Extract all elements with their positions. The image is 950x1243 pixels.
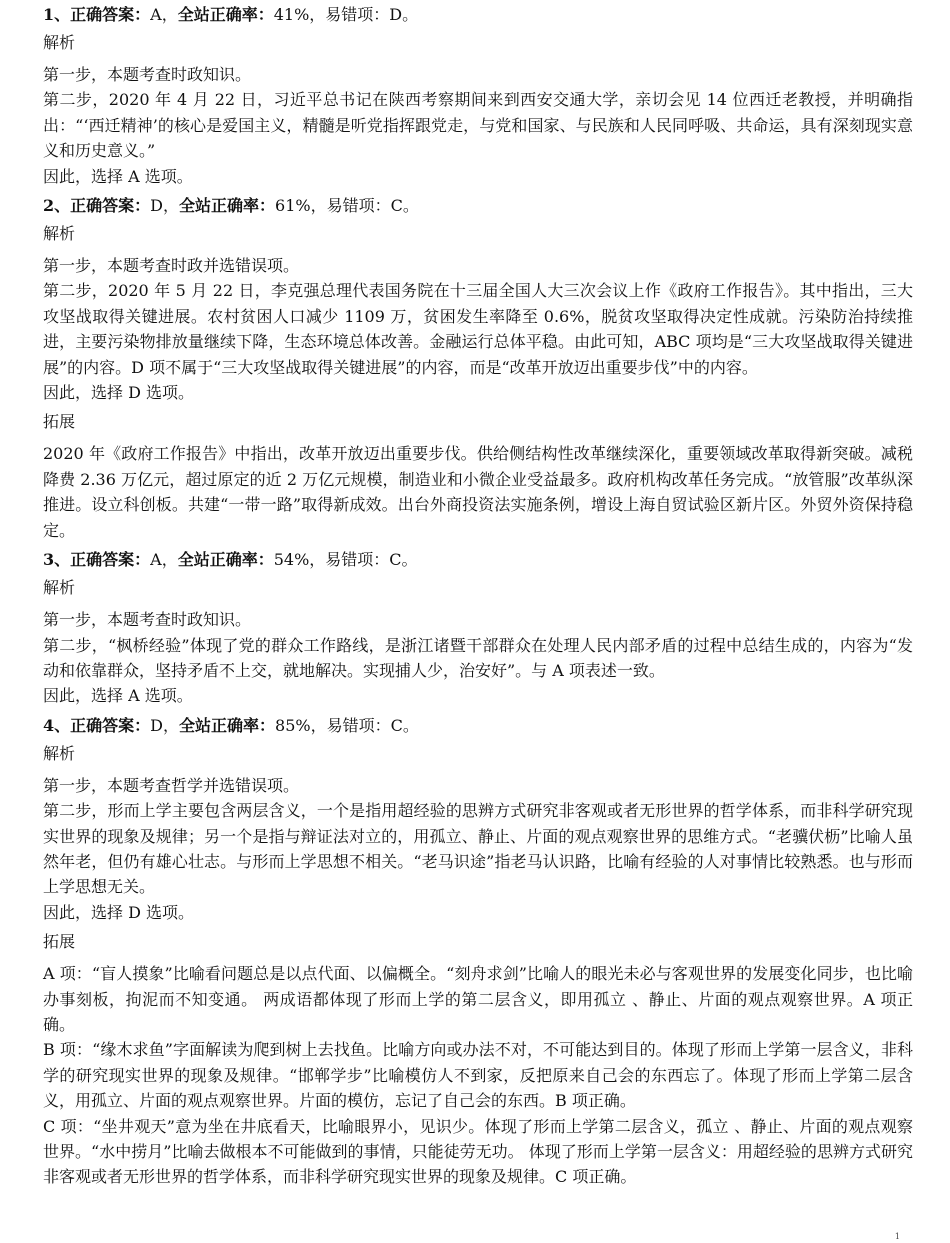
page-number: 1 <box>894 1232 900 1241</box>
question-header <box>43 4 913 26</box>
answer-label: 正确答案： <box>70 715 151 735</box>
rate-label: 全站正确率： <box>179 196 276 216</box>
analysis-label: 解析 <box>43 33 76 52</box>
extension-paragraph: B 项：“缘木求鱼”字面解读为爬到树上去找鱼。比喻方向或办法不对，不可能达到目的。体现了形而上学第一层含义，非科学的研究现实世界的现象及规律。“邯郸学步”比喻模仿人不到家，反把原来自己会的东西忘了。体现了形而上学第二层含义，用孤立、片面的观点观察世界。片面的模仿，忘记了自己会的东西。B 项正确。 <box>43 1040 913 1111</box>
question-block <box>43 195 913 543</box>
rate-value: 61%，易错项：C。 <box>275 196 419 216</box>
extension-label: 拓展 <box>43 932 76 952</box>
question-block <box>43 4 913 189</box>
analysis-paragraph: 第二步，“枫桥经验”体现了党的群众工作路线，是浙江诸暨干部群众在处理人民内部矛盾的过程中总结生成的，内容为“发动和依靠群众，坚持矛盾不上交，就地解决。实现捕人少，治安好”。与 A 项表述一致。 <box>43 635 913 680</box>
question-header <box>43 715 913 737</box>
extension-paragraph: 2020 年《政府工作报告》中指出，改革开放迈出重要步伐。供给侧结构性改革继续深化，重要领域改革取得新突破。减税降费 2.36 万亿元，超过原定的近 2 万亿元规模，制造业和小微企业受益最多。政府机构改革任务完成。“放管服”改革纵深推进。设立科创板。共建“一带一路”取得新成效。出台外商投资法实施条例，增设上海自贸试验区新片区。外贸外资保持稳定。 <box>43 444 913 540</box>
question-block <box>43 715 913 1190</box>
extension-label: 拓展 <box>43 412 76 432</box>
answer-label: 正确答案： <box>70 550 151 570</box>
analysis-label: 解析 <box>43 743 76 763</box>
answer-value: D， <box>150 715 179 735</box>
question-number: 4、 <box>43 715 71 735</box>
answer-value: A， <box>150 5 178 24</box>
analysis-paragraph: 第一步，本题考查时政并选错误项。 <box>43 256 300 276</box>
question-number: 1、 <box>43 5 71 24</box>
extension-paragraph: C 项：“坐井观天”意为坐在井底看天，比喻眼界小，见识少。体现了形而上学第二层含义，孤立 、静止、片面的观点观察世界。“水中捞月”比喻去做根本不可能做到的事情，只能徒劳无功。 体现了形而上学第一层含义：用超经验的思辨方式研究非客观或者无形世界的哲学体系，而非科学研究现实世界的现象及规律。C 项正确。 <box>43 1116 913 1187</box>
analysis-paragraph: 因此，选择 A 选项。 <box>43 166 193 186</box>
question-number: 2、 <box>43 196 71 216</box>
analysis-paragraph: 第二步，2020 年 4 月 22 日，习近平总书记在陕西考察期间来到西安交通大学，亲切会见 14 位西迁老教授，并明确指出：“‘西迁精神’的核心是爱国主义，精髓是听党指挥跟党走，与党和国家、与民族和人民同呼吸、共命运，具有深刻现实意义和历史意义。” <box>43 90 913 161</box>
question-block <box>43 549 913 709</box>
analysis-paragraph: 第一步，本题考查哲学并选错误项。 <box>43 775 300 795</box>
rate-value: 41%，易错项：D。 <box>273 5 419 24</box>
analysis-paragraph: 因此，选择 D 选项。 <box>43 383 195 403</box>
answer-value: A， <box>150 550 178 570</box>
rate-value: 54%，易错项：C。 <box>273 550 418 570</box>
answer-value: D， <box>150 196 179 216</box>
question-header <box>43 549 913 571</box>
analysis-paragraph: 因此，选择 A 选项。 <box>43 686 193 706</box>
answer-label: 正确答案： <box>70 196 151 216</box>
rate-label: 全站正确率： <box>177 5 274 24</box>
question-header <box>43 195 913 217</box>
analysis-paragraph: 因此，选择 D 选项。 <box>43 902 195 922</box>
rate-label: 全站正确率： <box>177 550 274 570</box>
analysis-paragraph: 第一步，本题考查时政知识。 <box>43 610 252 630</box>
analysis-paragraph: 第二步，2020 年 5 月 22 日，李克强总理代表国务院在十三届全国人大三次会议上作《政府工作报告》。其中指出，三大攻坚战取得关键进展。农村贫困人口减少 1109 万，贫困发生率降至 0.6%，脱贫攻坚取得决定性成就。污染防治持续推进，主要污染物排放量继续下降，生态环境总体改善。金融运行总体平稳。由此可知，ABC 项均是“三大攻坚战取得关键进展”的内容。D 项不属于“三大攻坚战取得关键进展”的内容，而是“改革开放迈出重要步伐”中的内容。 <box>43 281 913 377</box>
extension-paragraph: A 项：“盲人摸象”比喻看问题总是以点代面、以偏概全。“刻舟求剑”比喻人的眼光未必与客观世界的发展变化同步，也比喻办事刻板，拘泥而不知变通。 两成语都体现了形而上学的第二层含义，即用孤立 、静止、片面的观点观察世界。A 项正确。 <box>43 964 913 1034</box>
rate-value: 85%，易错项：C。 <box>275 715 419 735</box>
analysis-paragraph: 第二步，形而上学主要包含两层含义，一个是指用超经验的思辨方式研究非客观或者无形世界的哲学体系，而非科学研究现实世界的现象及规律；另一个是指与辩证法对立的，用孤立、静止、片面的观点观察世界的思维方式。“老骥伏枥”比喻人虽然年老，但仍有雄心壮志。与形而上学思想不相关。“老马识途”指老马认识路，比喻有经验的人对事情比较熟悉。也与形而上学思想无关。 <box>43 801 913 897</box>
document-body <box>43 4 913 1190</box>
analysis-label: 解析 <box>43 578 76 598</box>
analysis-label: 解析 <box>43 224 76 244</box>
rate-label: 全站正确率： <box>179 715 276 735</box>
question-number: 3、 <box>43 550 71 570</box>
answer-label: 正确答案： <box>70 5 151 24</box>
analysis-paragraph: 第一步，本题考查时政知识。 <box>43 65 252 84</box>
